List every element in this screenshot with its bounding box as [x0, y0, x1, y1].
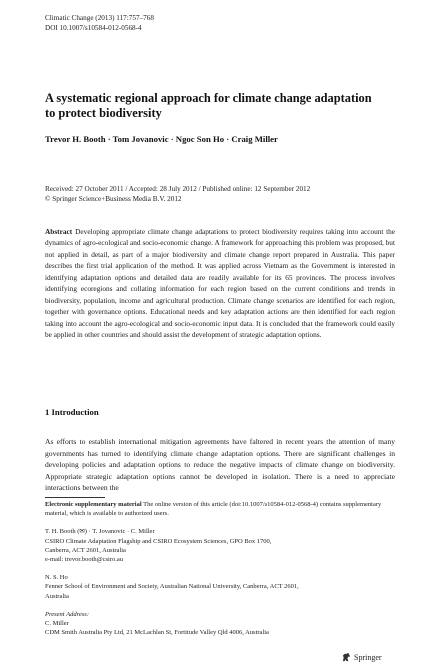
journal-citation: Climatic Change (2013) 117:757–768 — [45, 14, 154, 22]
footnotes — [45, 500, 395, 637]
footnote-divider — [45, 497, 105, 498]
publication-dates — [45, 184, 395, 204]
booth-affiliation-2: Canberra, ACT 2601, Australia — [45, 546, 126, 554]
abstract — [45, 226, 395, 341]
ho-affiliation-2: Australia — [45, 592, 69, 600]
esm-text: The online version of this article (doi:10.1007/s10584-012-0568-4) contains supplementary material, which is available to authorized users. — [45, 501, 382, 518]
copyright-line: © Springer Science+Business Media B.V. 2012 — [45, 195, 182, 203]
booth-affiliation-1: CSIRO Climate Adaptation Flagship and CSIRO Ecosystem Sciences, GPO Box 1700, — [45, 537, 272, 545]
article-title: A systematic regional approach for climate change adaptation to protect biodiversity — [45, 91, 372, 120]
springer-horse-icon — [341, 652, 352, 663]
booth-names: T. H. Booth (✉) · T. Jovanovic · C. Miller — [45, 528, 155, 536]
journal-header — [45, 13, 154, 33]
received-accepted-line: Received: 27 October 2011 / Accepted: 28 July 2012 / Published online: 12 September 2012 — [45, 185, 311, 193]
booth-email: e-mail: trevor.booth@csiro.au — [45, 556, 124, 564]
esm-label: Electronic supplementary material — [45, 501, 142, 508]
doi-line: DOI 10.1007/s10584-012-0568-4 — [45, 24, 142, 32]
present-address-label: Present Address: — [45, 610, 89, 618]
abstract-label: Abstract — [45, 227, 73, 236]
miller-affiliation: CDM Smith Australia Pty Ltd, 21 McLachlan St, Fortitude Valley Qld 4006, Australia — [45, 629, 269, 637]
author-list: Trevor H. Booth · Tom Jovanovic · Ngoc Son Ho · Craig Miller — [45, 134, 278, 144]
publisher-logo — [341, 651, 382, 663]
esm-note — [45, 500, 395, 518]
ho-name: N. S. Ho — [45, 574, 68, 582]
ho-affiliation-1: Fenner School of Environment and Society, Australian National University, Canberra, ACT 2601, — [45, 583, 299, 591]
miller-name: C. Miller — [45, 620, 69, 628]
introduction-text: As efforts to establish international mitigation agreements have faltered in recent years the attention of many governments has turned to identifying climate change adaptation options. There are significant challenges in developing policies and adaptation options to reduce the negative impacts of climate change on biodiversity. Appropriate strategic adaptation options cannot be developed in isolation. There is a need to appreciate interactions between the — [45, 437, 395, 493]
section-heading-introduction: 1 Introduction — [45, 407, 99, 417]
publisher-name: Springer — [354, 652, 382, 662]
abstract-text: Developing appropriate climate change adaptations to protect biodiversity requires taking into account the dynamics of agro-ecological and socio-economic change. A framework for approaching this problem was proposed, but not applied in detail, as part of a major biodiversity and climate change report prepared in Australia. This paper describes the first trial application of the method. It was applied across Vietnam as the Government is interested in identifying adaptation options and detailed data are readily available for its 65 provinces. The process involves identifying ecoregions and collating information for each region based on the current conditions and trends in biodiversity, population, income and agricultural production. Climate change scenarios are identified for each region, together with governance options. Educational needs and key adaptation actions are then identified for each region taking into account the agro-ecological and socio-economic input data. It is concluded that the framework could easily be applied in other countries and should assist the development of strategic adaptation options. — [45, 227, 395, 340]
